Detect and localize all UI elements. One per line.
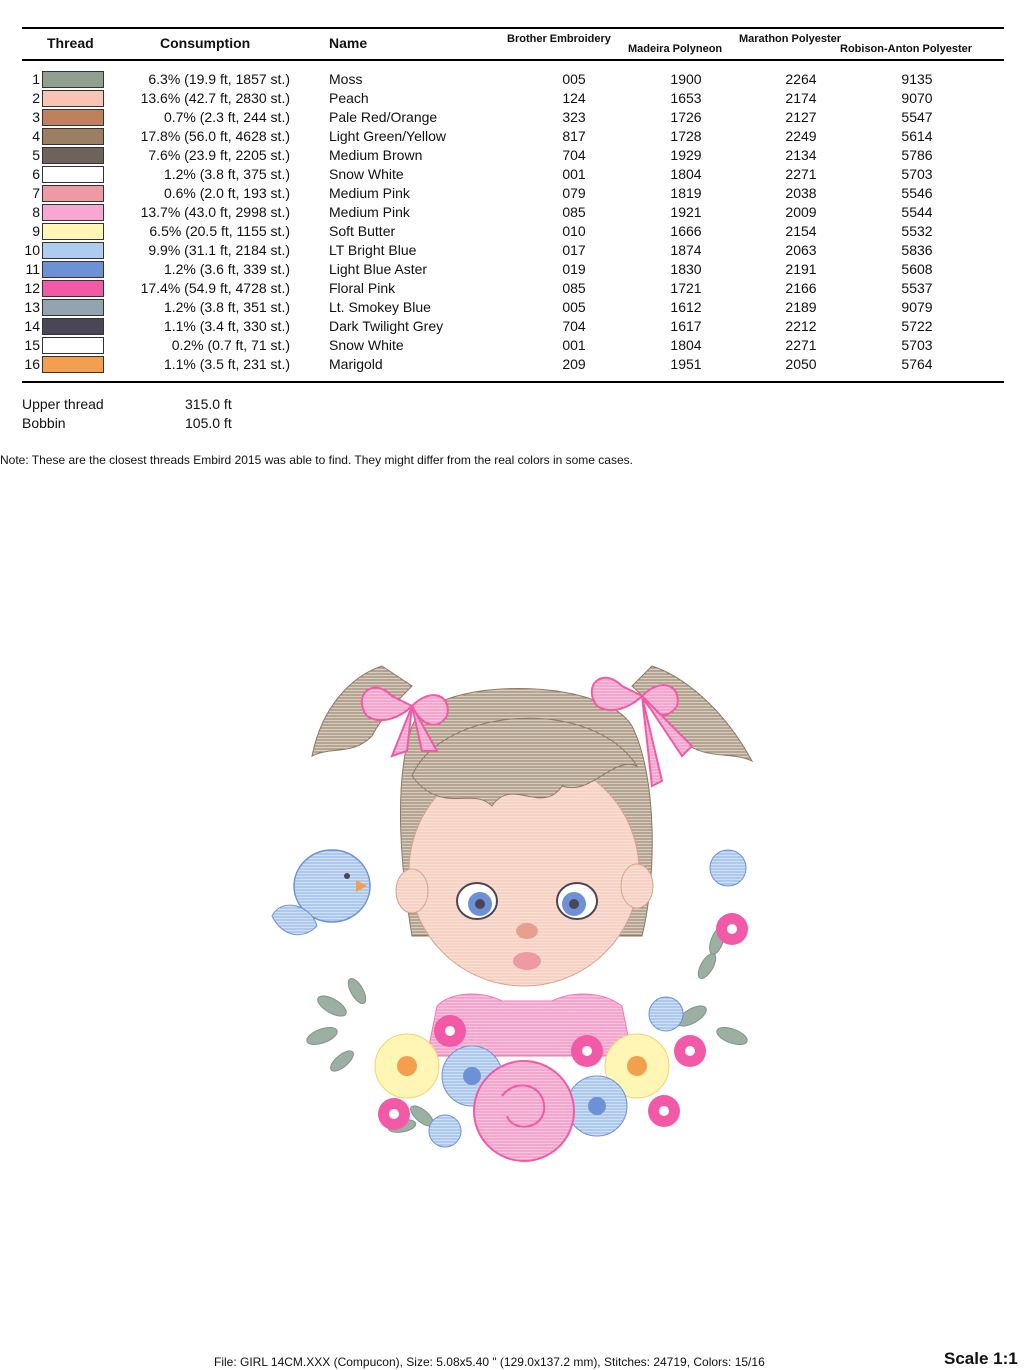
thread-note: Note: These are the closest threads Embird 2015 was able to find. They might differ from the real colors in some cases. bbox=[0, 453, 633, 467]
marathon-code: 2154 bbox=[785, 223, 817, 239]
thread-color-swatch bbox=[42, 147, 104, 164]
thread-row bbox=[0, 70, 1024, 89]
marathon-code: 2271 bbox=[785, 337, 817, 353]
thread-color-swatch bbox=[42, 356, 104, 373]
thread-number: 12 bbox=[24, 280, 40, 296]
thread-row bbox=[0, 336, 1024, 355]
marathon-code: 2264 bbox=[785, 71, 817, 87]
thread-color-swatch bbox=[42, 128, 104, 145]
thread-consumption: 0.2% (0.7 ft, 71 st.) bbox=[171, 337, 290, 353]
robison-code: 5614 bbox=[901, 128, 933, 144]
marathon-code: 2134 bbox=[785, 147, 817, 163]
thread-consumption: 0.6% (2.0 ft, 193 st.) bbox=[163, 185, 290, 201]
thread-color-swatch bbox=[42, 71, 104, 88]
thread-name: Medium Brown bbox=[329, 147, 423, 163]
thread-name: Medium Pink bbox=[329, 185, 410, 201]
header-madeira: Madeira Polyneon bbox=[628, 43, 723, 55]
madeira-code: 1612 bbox=[670, 299, 702, 315]
thread-consumption: 1.2% (3.8 ft, 375 st.) bbox=[163, 166, 290, 182]
brother-code: 001 bbox=[562, 337, 586, 353]
madeira-code: 1728 bbox=[670, 128, 702, 144]
header-name: Name bbox=[329, 35, 368, 51]
thread-name: Peach bbox=[329, 90, 369, 106]
thread-consumption: 13.7% (43.0 ft, 2998 st.) bbox=[140, 204, 290, 220]
thread-consumption: 7.6% (23.9 ft, 2205 st.) bbox=[148, 147, 290, 163]
thread-number: 3 bbox=[32, 109, 40, 125]
marathon-code: 2174 bbox=[785, 90, 817, 106]
madeira-code: 1900 bbox=[670, 71, 702, 87]
marathon-code: 2166 bbox=[785, 280, 817, 296]
robison-code: 5703 bbox=[901, 337, 933, 353]
robison-code: 5532 bbox=[901, 223, 933, 239]
marathon-code: 2212 bbox=[785, 318, 817, 334]
thread-number: 1 bbox=[32, 71, 40, 87]
brother-code: 079 bbox=[562, 185, 586, 201]
thread-color-swatch bbox=[42, 166, 104, 183]
thread-consumption: 6.3% (19.9 ft, 1857 st.) bbox=[148, 71, 290, 87]
thread-color-swatch bbox=[42, 299, 104, 316]
marathon-code: 2009 bbox=[785, 204, 817, 220]
thread-number: 4 bbox=[32, 128, 40, 144]
header-thread: Thread bbox=[47, 35, 94, 51]
bobbin-value: 105.0 ft bbox=[185, 415, 232, 431]
thread-row bbox=[0, 203, 1024, 222]
robison-code: 5836 bbox=[901, 242, 933, 258]
thread-name: Light Blue Aster bbox=[329, 261, 428, 277]
thread-row bbox=[0, 317, 1024, 336]
table-bottom-rule bbox=[22, 381, 1004, 383]
madeira-code: 1726 bbox=[670, 109, 702, 125]
thread-number: 11 bbox=[25, 261, 40, 277]
thread-number: 13 bbox=[24, 299, 40, 315]
thread-row bbox=[0, 260, 1024, 279]
brother-code: 704 bbox=[562, 318, 586, 334]
embroidery-design-preview bbox=[262, 646, 762, 1176]
brother-code: 010 bbox=[562, 223, 586, 239]
brother-code: 005 bbox=[562, 71, 586, 87]
madeira-code: 1804 bbox=[670, 166, 702, 182]
thread-row bbox=[0, 165, 1024, 184]
madeira-code: 1874 bbox=[670, 242, 702, 258]
thread-row bbox=[0, 222, 1024, 241]
madeira-code: 1617 bbox=[670, 318, 702, 334]
thread-name: LT Bright Blue bbox=[329, 242, 417, 258]
marathon-code: 2063 bbox=[785, 242, 817, 258]
upper-thread-value: 315.0 ft bbox=[185, 396, 232, 412]
robison-code: 9135 bbox=[901, 71, 933, 87]
brother-code: 209 bbox=[562, 356, 586, 372]
rose bbox=[474, 1061, 574, 1161]
header-consumption: Consumption bbox=[160, 35, 251, 51]
robison-code: 5764 bbox=[901, 356, 933, 372]
bird-illustration bbox=[272, 850, 370, 935]
thread-name: Floral Pink bbox=[329, 280, 396, 296]
brother-code: 001 bbox=[562, 166, 586, 182]
table-top-rule bbox=[22, 27, 1004, 29]
thread-color-swatch bbox=[42, 261, 104, 278]
thread-consumption: 1.2% (3.6 ft, 339 st.) bbox=[163, 261, 290, 277]
robison-code: 5786 bbox=[901, 147, 933, 163]
thread-row bbox=[0, 355, 1024, 374]
thread-consumption: 17.8% (56.0 ft, 4628 st.) bbox=[140, 128, 290, 144]
brother-code: 085 bbox=[562, 204, 586, 220]
thread-row bbox=[0, 89, 1024, 108]
robison-code: 5608 bbox=[901, 261, 933, 277]
madeira-code: 1921 bbox=[670, 204, 702, 220]
thread-row bbox=[0, 241, 1024, 260]
thread-color-swatch bbox=[42, 242, 104, 259]
thread-consumption: 17.4% (54.9 ft, 4728 st.) bbox=[140, 280, 290, 296]
thread-color-swatch bbox=[42, 318, 104, 335]
mouth bbox=[513, 952, 541, 970]
marathon-code: 2038 bbox=[785, 185, 817, 201]
thread-name: Medium Pink bbox=[329, 204, 410, 220]
thread-name: Light Green/Yellow bbox=[329, 128, 447, 144]
thread-row bbox=[0, 146, 1024, 165]
robison-code: 5547 bbox=[901, 109, 933, 125]
madeira-code: 1830 bbox=[670, 261, 702, 277]
right-ear bbox=[621, 864, 653, 908]
thread-consumption: 1.1% (3.4 ft, 330 st.) bbox=[163, 318, 290, 334]
madeira-code: 1929 bbox=[670, 147, 702, 163]
bobbin-label: Bobbin bbox=[22, 415, 66, 431]
thread-number: 10 bbox=[24, 242, 40, 258]
thread-color-swatch bbox=[42, 90, 104, 107]
robison-code: 9079 bbox=[901, 299, 933, 315]
madeira-code: 1804 bbox=[670, 337, 702, 353]
brother-code: 704 bbox=[562, 147, 586, 163]
thread-color-swatch bbox=[42, 185, 104, 202]
brother-code: 085 bbox=[562, 280, 586, 296]
thread-color-swatch bbox=[42, 280, 104, 297]
thread-consumption: 1.2% (3.8 ft, 351 st.) bbox=[163, 299, 290, 315]
robison-code: 5546 bbox=[901, 185, 933, 201]
thread-color-swatch bbox=[42, 337, 104, 354]
robison-code: 5537 bbox=[901, 280, 933, 296]
thread-row bbox=[0, 279, 1024, 298]
table-header-rule bbox=[22, 59, 1004, 61]
thread-name: Moss bbox=[329, 71, 363, 87]
robison-code: 5544 bbox=[901, 204, 933, 220]
file-info: File: GIRL 14CM.XXX (Compucon), Size: 5.08x5.40 " (129.0x137.2 mm), Stitches: 24719, Colors: 15/16 bbox=[214, 1355, 765, 1369]
madeira-code: 1819 bbox=[670, 185, 702, 201]
thread-consumption: 9.9% (31.1 ft, 2184 st.) bbox=[148, 242, 290, 258]
robison-code: 5703 bbox=[901, 166, 933, 182]
thread-row bbox=[0, 298, 1024, 317]
thread-name: Snow White bbox=[329, 337, 404, 353]
thread-name: Snow White bbox=[329, 166, 404, 182]
robison-code: 9070 bbox=[901, 90, 933, 106]
header-marathon: Marathon Polyester bbox=[739, 33, 842, 45]
brother-code: 124 bbox=[562, 90, 586, 106]
thread-name: Soft Butter bbox=[329, 223, 396, 239]
thread-name: Lt. Smokey Blue bbox=[329, 299, 431, 315]
marathon-code: 2127 bbox=[785, 109, 817, 125]
robison-code: 5722 bbox=[901, 318, 933, 334]
madeira-code: 1951 bbox=[670, 356, 702, 372]
thread-number: 7 bbox=[32, 185, 40, 201]
marathon-code: 2189 bbox=[785, 299, 817, 315]
brother-code: 019 bbox=[562, 261, 586, 277]
marathon-code: 2249 bbox=[785, 128, 817, 144]
thread-color-swatch bbox=[42, 223, 104, 240]
madeira-code: 1653 bbox=[670, 90, 702, 106]
thread-number: 2 bbox=[32, 90, 40, 106]
thread-number: 14 bbox=[24, 318, 40, 334]
thread-number: 15 bbox=[24, 337, 40, 353]
marathon-code: 2271 bbox=[785, 166, 817, 182]
thread-row bbox=[0, 127, 1024, 146]
thread-number: 16 bbox=[24, 356, 40, 372]
marathon-code: 2191 bbox=[785, 261, 817, 277]
madeira-code: 1721 bbox=[670, 280, 702, 296]
thread-number: 8 bbox=[32, 204, 40, 220]
thread-number: 9 bbox=[32, 223, 40, 239]
upper-thread-label: Upper thread bbox=[22, 396, 104, 412]
thread-consumption: 13.6% (42.7 ft, 2830 st.) bbox=[140, 90, 290, 106]
thread-number: 5 bbox=[32, 147, 40, 163]
thread-name: Marigold bbox=[329, 356, 383, 372]
brother-code: 005 bbox=[562, 299, 586, 315]
brother-code: 017 bbox=[562, 242, 586, 258]
scale-label: Scale 1:1 bbox=[944, 1349, 1018, 1368]
thread-number: 6 bbox=[32, 166, 40, 182]
thread-row bbox=[0, 184, 1024, 203]
thread-name: Dark Twilight Grey bbox=[329, 318, 444, 334]
marathon-code: 2050 bbox=[785, 356, 817, 372]
thread-consumption: 6.5% (20.5 ft, 1155 st.) bbox=[149, 223, 290, 239]
thread-color-swatch bbox=[42, 109, 104, 126]
thread-name: Pale Red/Orange bbox=[329, 109, 438, 125]
thread-color-swatch bbox=[42, 204, 104, 221]
header-brother: Brother Embroidery bbox=[507, 33, 611, 45]
header-robison: Robison-Anton Polyester bbox=[840, 43, 973, 55]
left-ear bbox=[396, 869, 428, 913]
brother-code: 817 bbox=[562, 128, 586, 144]
nose bbox=[516, 923, 538, 939]
thread-consumption: 0.7% (2.3 ft, 244 st.) bbox=[163, 109, 290, 125]
madeira-code: 1666 bbox=[670, 223, 702, 239]
brother-code: 323 bbox=[562, 109, 586, 125]
thread-row bbox=[0, 108, 1024, 127]
thread-consumption: 1.1% (3.5 ft, 231 st.) bbox=[163, 356, 290, 372]
